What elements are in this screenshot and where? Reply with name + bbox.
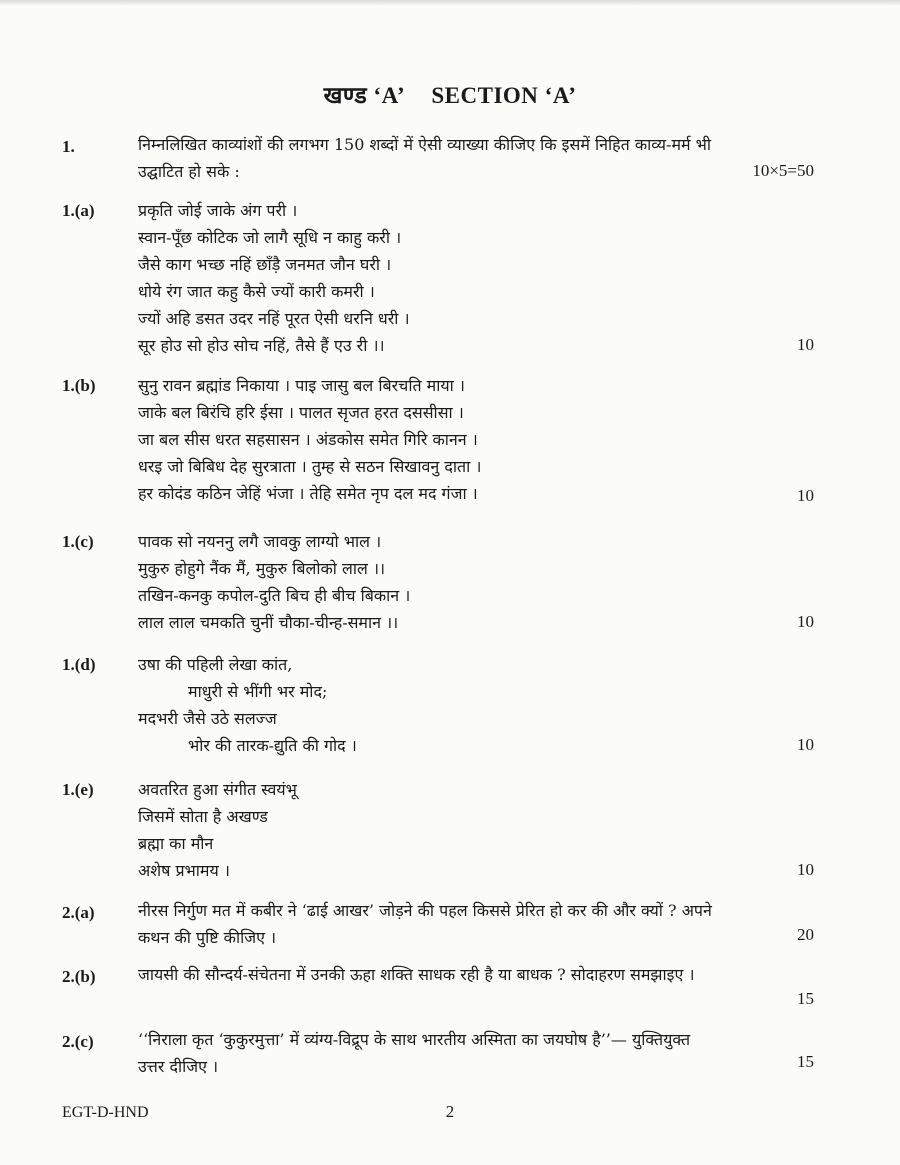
question-number: 2.(a) bbox=[62, 903, 95, 922]
question-text bbox=[138, 651, 818, 759]
verse-line: मदभरी जैसे उठे सलज्ज bbox=[138, 709, 277, 728]
verse-line: जिसमें सोता है अखण्ड bbox=[138, 807, 268, 826]
section-heading-hindi: खण्ड ‘A’ bbox=[323, 83, 406, 108]
question-number: 1.(c) bbox=[62, 532, 94, 551]
verse-line: धोये रंग जात कहु कैसे ज्यों कारी कमरी । bbox=[138, 282, 375, 301]
marks: 10 bbox=[797, 735, 814, 754]
verse-line: माधुरी से भींगी भर मोद; bbox=[188, 682, 328, 701]
question-text bbox=[138, 776, 818, 884]
verse-line: धरइ जो बिबिध देह सुरत्राता । तुम्ह से सठन सिखावनु दाता । bbox=[138, 457, 482, 476]
verse-line: स्वान-पूँछ कोटिक जो लागै सूधि न काहु करी । bbox=[138, 228, 402, 247]
question-text bbox=[138, 197, 818, 359]
verse-line: ब्रह्मा का मौन bbox=[138, 834, 214, 853]
verse-line: जाके बल बिरंचि हरि ईसा । पालत सृजत हरत दससीसा । bbox=[138, 403, 464, 422]
verse-line: मुकुरु होहुगे नैंक मैं, मुकुरु बिलोको लाल ।। bbox=[138, 559, 386, 578]
question-number: 2.(b) bbox=[62, 967, 96, 986]
question-line: कथन की पुष्टि कीजिए । bbox=[138, 928, 277, 947]
question-text bbox=[138, 372, 818, 507]
question-text bbox=[138, 528, 818, 636]
question-text bbox=[138, 1026, 818, 1080]
question-number: 2.(c) bbox=[62, 1032, 94, 1051]
question-line: निम्नलिखित काव्यांशों की लगभग 150 शब्दों में ऐसी व्याख्या कीजिए कि इसमें निहित काव्य-मर्म भी bbox=[138, 135, 712, 154]
verse-line: हर कोदंड कठिन जेहिं भंजा । तेहि समेत नृप दल मद गंजा । bbox=[138, 484, 478, 503]
question-number: 1.(b) bbox=[62, 376, 96, 395]
verse-line: सुनु रावन ब्रह्मांड निकाया । पाइ जासु बल बिरचति माया । bbox=[138, 376, 465, 395]
verse-line: तखिन-कनकु कपोल-दुति बिच ही बीच बिकान । bbox=[138, 586, 411, 605]
verse-line: ज्यों अहि डसत उदर नहिं पूरत ऐसी धरनि धरी । bbox=[138, 309, 410, 328]
verse-line: भोर की तारक-द्युति की गोद । bbox=[188, 736, 357, 755]
question-text bbox=[138, 131, 818, 185]
question-line: जायसी की सौन्दर्य-संचेतना में उनकी ऊहा शक्ति साधक रही है या बाधक ? सोदाहरण समझाइए । bbox=[138, 965, 695, 984]
marks: 10×5=50 bbox=[752, 161, 814, 180]
verse-line: अशेष प्रभामय । bbox=[138, 861, 230, 880]
verse-line: लाल लाल चमकति चुनीं चौका-चीन्ह-समान ।। bbox=[138, 613, 399, 632]
page-number: 2 bbox=[445, 1102, 455, 1121]
section-heading bbox=[0, 78, 900, 110]
verse-line: अवतरित हुआ संगीत स्वयंभू bbox=[138, 780, 297, 799]
question-line: नीरस निर्गुण मत में कबीर ने ‘ढाई आखर’ जोड़ने की पहल किससे प्रेरित हो कर की और क्यों ? अपने bbox=[138, 901, 712, 920]
question-line: ‘‘निराला कृत ‘कुकुरमुत्ता’ में व्यंग्य-विद्रूप के साथ भारतीय अस्मिता का जयघोष है’’— युक्तियुक्त bbox=[138, 1030, 691, 1049]
marks: 10 bbox=[797, 860, 814, 879]
verse-line: प्रकृति जोई जाके अंग परी । bbox=[138, 201, 298, 220]
verse-line: पावक सो नयननु लगै जावकु लाग्यो भाल । bbox=[138, 532, 382, 551]
verse-line: सूर होउ सो होउ सोच नहिं, तैसे हैं एउ री ।। bbox=[138, 336, 385, 355]
marks: 15 bbox=[797, 989, 814, 1008]
question-line: उद्घाटित हो सके : bbox=[138, 162, 240, 181]
marks: 10 bbox=[797, 612, 814, 631]
question-number: 1.(e) bbox=[62, 780, 94, 799]
question-number: 1.(a) bbox=[62, 201, 95, 220]
marks: 10 bbox=[797, 335, 814, 354]
scan-top-edge bbox=[0, 0, 900, 6]
question-text bbox=[138, 961, 818, 988]
question-number: 1.(d) bbox=[62, 655, 96, 674]
marks: 15 bbox=[797, 1052, 814, 1071]
paper-code: EGT-D-HND bbox=[62, 1104, 149, 1121]
question-text bbox=[138, 897, 818, 951]
verse-line: जा बल सीस धरत सहसासन । अंडकोस समेत गिरि कानन । bbox=[138, 430, 478, 449]
question-number: 1. bbox=[62, 137, 75, 156]
marks: 10 bbox=[797, 486, 814, 505]
question-line: उत्तर दीजिए । bbox=[138, 1057, 219, 1076]
marks: 20 bbox=[797, 925, 814, 944]
verse-line: जैसे काग भच्छ नहिं छाँड़ै जनमत जौन घरी । bbox=[138, 255, 392, 274]
section-heading-english: SECTION ‘A’ bbox=[431, 83, 577, 108]
verse-line: उषा की पहिली लेखा कांत, bbox=[138, 655, 293, 674]
